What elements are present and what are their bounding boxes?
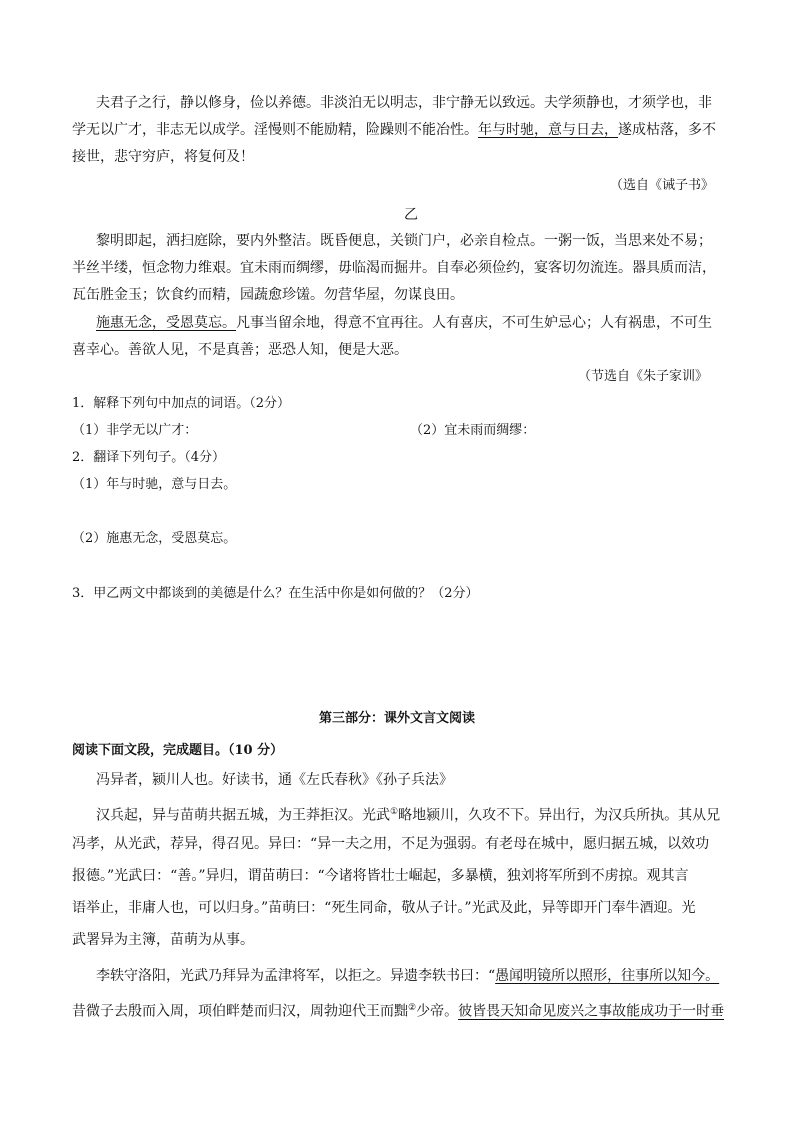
question-1: 1．解释下列句中加点的词语。（2分） — [72, 396, 291, 411]
yi-source: （节选自《朱子家训》 — [578, 369, 709, 384]
part3-line-2a: 汉兵起，异与苗萌共据五城，为王莽拒汉。光武 — [96, 807, 390, 824]
yi-line-5: 喜幸心。善欲人见，不是真善；恶恐人知，便是大恶。 — [72, 342, 408, 358]
part3-line-5: 语举止，非庸人也，可以归身。”苗萌曰：“死生同命，敬从子计。”光武及此，异等即开门奉牛酒迎。光 — [72, 900, 696, 916]
yi-line-4b: 凡事当留余地，得意不宜再往。人有喜庆，不可生妒忌心；人有祸患，不可生 — [236, 315, 712, 331]
question-1-item-2: （2）宜未雨而绸缪： — [410, 423, 536, 438]
jia-line-3: 接世，悲守穷庐，将复何及！ — [72, 149, 254, 165]
jia-line-2 — [72, 120, 716, 140]
part3-line-6: 武署异为主簿，苗萌为从事。 — [72, 932, 254, 948]
yi-line-4 — [96, 313, 712, 333]
part3-heading: 第三部分：课外文言文阅读 — [318, 711, 475, 726]
question-1-item-1: （1）非学无以广才： — [72, 423, 198, 438]
yi-line-2: 半丝半缕，恒念物力维艰。宜未雨而绸缪，毋临渴而掘井。自奉必须俭约，宴客切勿流连。器具质而洁， — [72, 260, 716, 276]
part3-line-1: 冯异者，颍川人也。好读书，通《左氏春秋》《孙子兵法》 — [96, 772, 453, 788]
part3-underlined-sentence-2: 彼皆畏天知命见废兴之事故能成功于一时垂 — [458, 1003, 725, 1020]
yi-underlined-sentence: 施惠无念，受恩莫忘。 — [96, 315, 236, 331]
question-2-item-2: （2）施惠无念，受恩莫忘。 — [72, 531, 237, 546]
yi-line-1: 黎明即起，洒扫庭除，要内外整洁。既昏便息，关锁门户，必亲自检点。一粥一饭，当思来处不易； — [96, 233, 712, 249]
part3-line-8b: 少帝。 — [416, 1003, 459, 1020]
part3-line-4: 报德。”光武曰：“善。”异归，谓苗萌曰：“今诸将皆壮士崛起，多暴横，独刘将军所到不虏掠。观其言 — [72, 868, 689, 884]
yi-line-3: 瓦缶胜金玉；饮食约而精，园蔬愈珍馐。勿营华屋，勿谋良田。 — [72, 287, 464, 303]
part3-line-2b: 略地颍川，久攻不下。异出行，为汉兵所执。其从兄 — [398, 807, 721, 824]
yi-title: 乙 — [404, 207, 418, 223]
part3-line-2 — [96, 802, 720, 826]
part3-underlined-sentence-1: 愚闻明镜所以照形，往事所以知今。 — [495, 968, 720, 984]
part3-line-8 — [72, 998, 724, 1022]
jia-underlined-sentence: 年与时驰，意与日去， — [478, 122, 618, 138]
part3-line-8a: 昔微子去殷而入周，项伯畔楚而归汉，周勃迎代王而黜 — [72, 1003, 408, 1020]
jia-line-1: 夫君子之行，静以修身，俭以养德。非淡泊无以明志，非宁静无以致远。夫学须静也，才须学也，非 — [96, 95, 712, 111]
part3-line-7a: 李轶守洛阳，光武乃拜异为孟津将军，以拒之。异遗李轶书曰：“ — [96, 968, 496, 984]
footnote-marker-2: ② — [408, 1003, 417, 1013]
jia-source: （选自《诫子书》 — [610, 178, 715, 193]
jia-line-2b: 遂成枯落，多不 — [618, 122, 716, 138]
question-2: 2．翻译下列句子。（4分） — [72, 450, 226, 465]
footnote-marker-1: ① — [390, 807, 399, 817]
question-3: 3．甲乙两文中都谈到的美德是什么？在生活中你是如何做的？（2分） — [72, 586, 479, 601]
jia-line-2a: 学无以广才，非志无以成学。淫慢则不能励精，险躁则不能冶性。 — [72, 122, 478, 138]
part3-line-3: 冯孝，从光武，荐异，得召见。异曰：“异一夫之用，不足为强弱。有老母在城中，愿归据五城，以效功 — [72, 836, 710, 852]
part3-instruction: 阅读下面文段，完成题目。（10 分） — [72, 743, 284, 758]
part3-line-7 — [96, 966, 719, 986]
question-2-item-1: （1）年与时驰，意与日去。 — [72, 477, 237, 492]
